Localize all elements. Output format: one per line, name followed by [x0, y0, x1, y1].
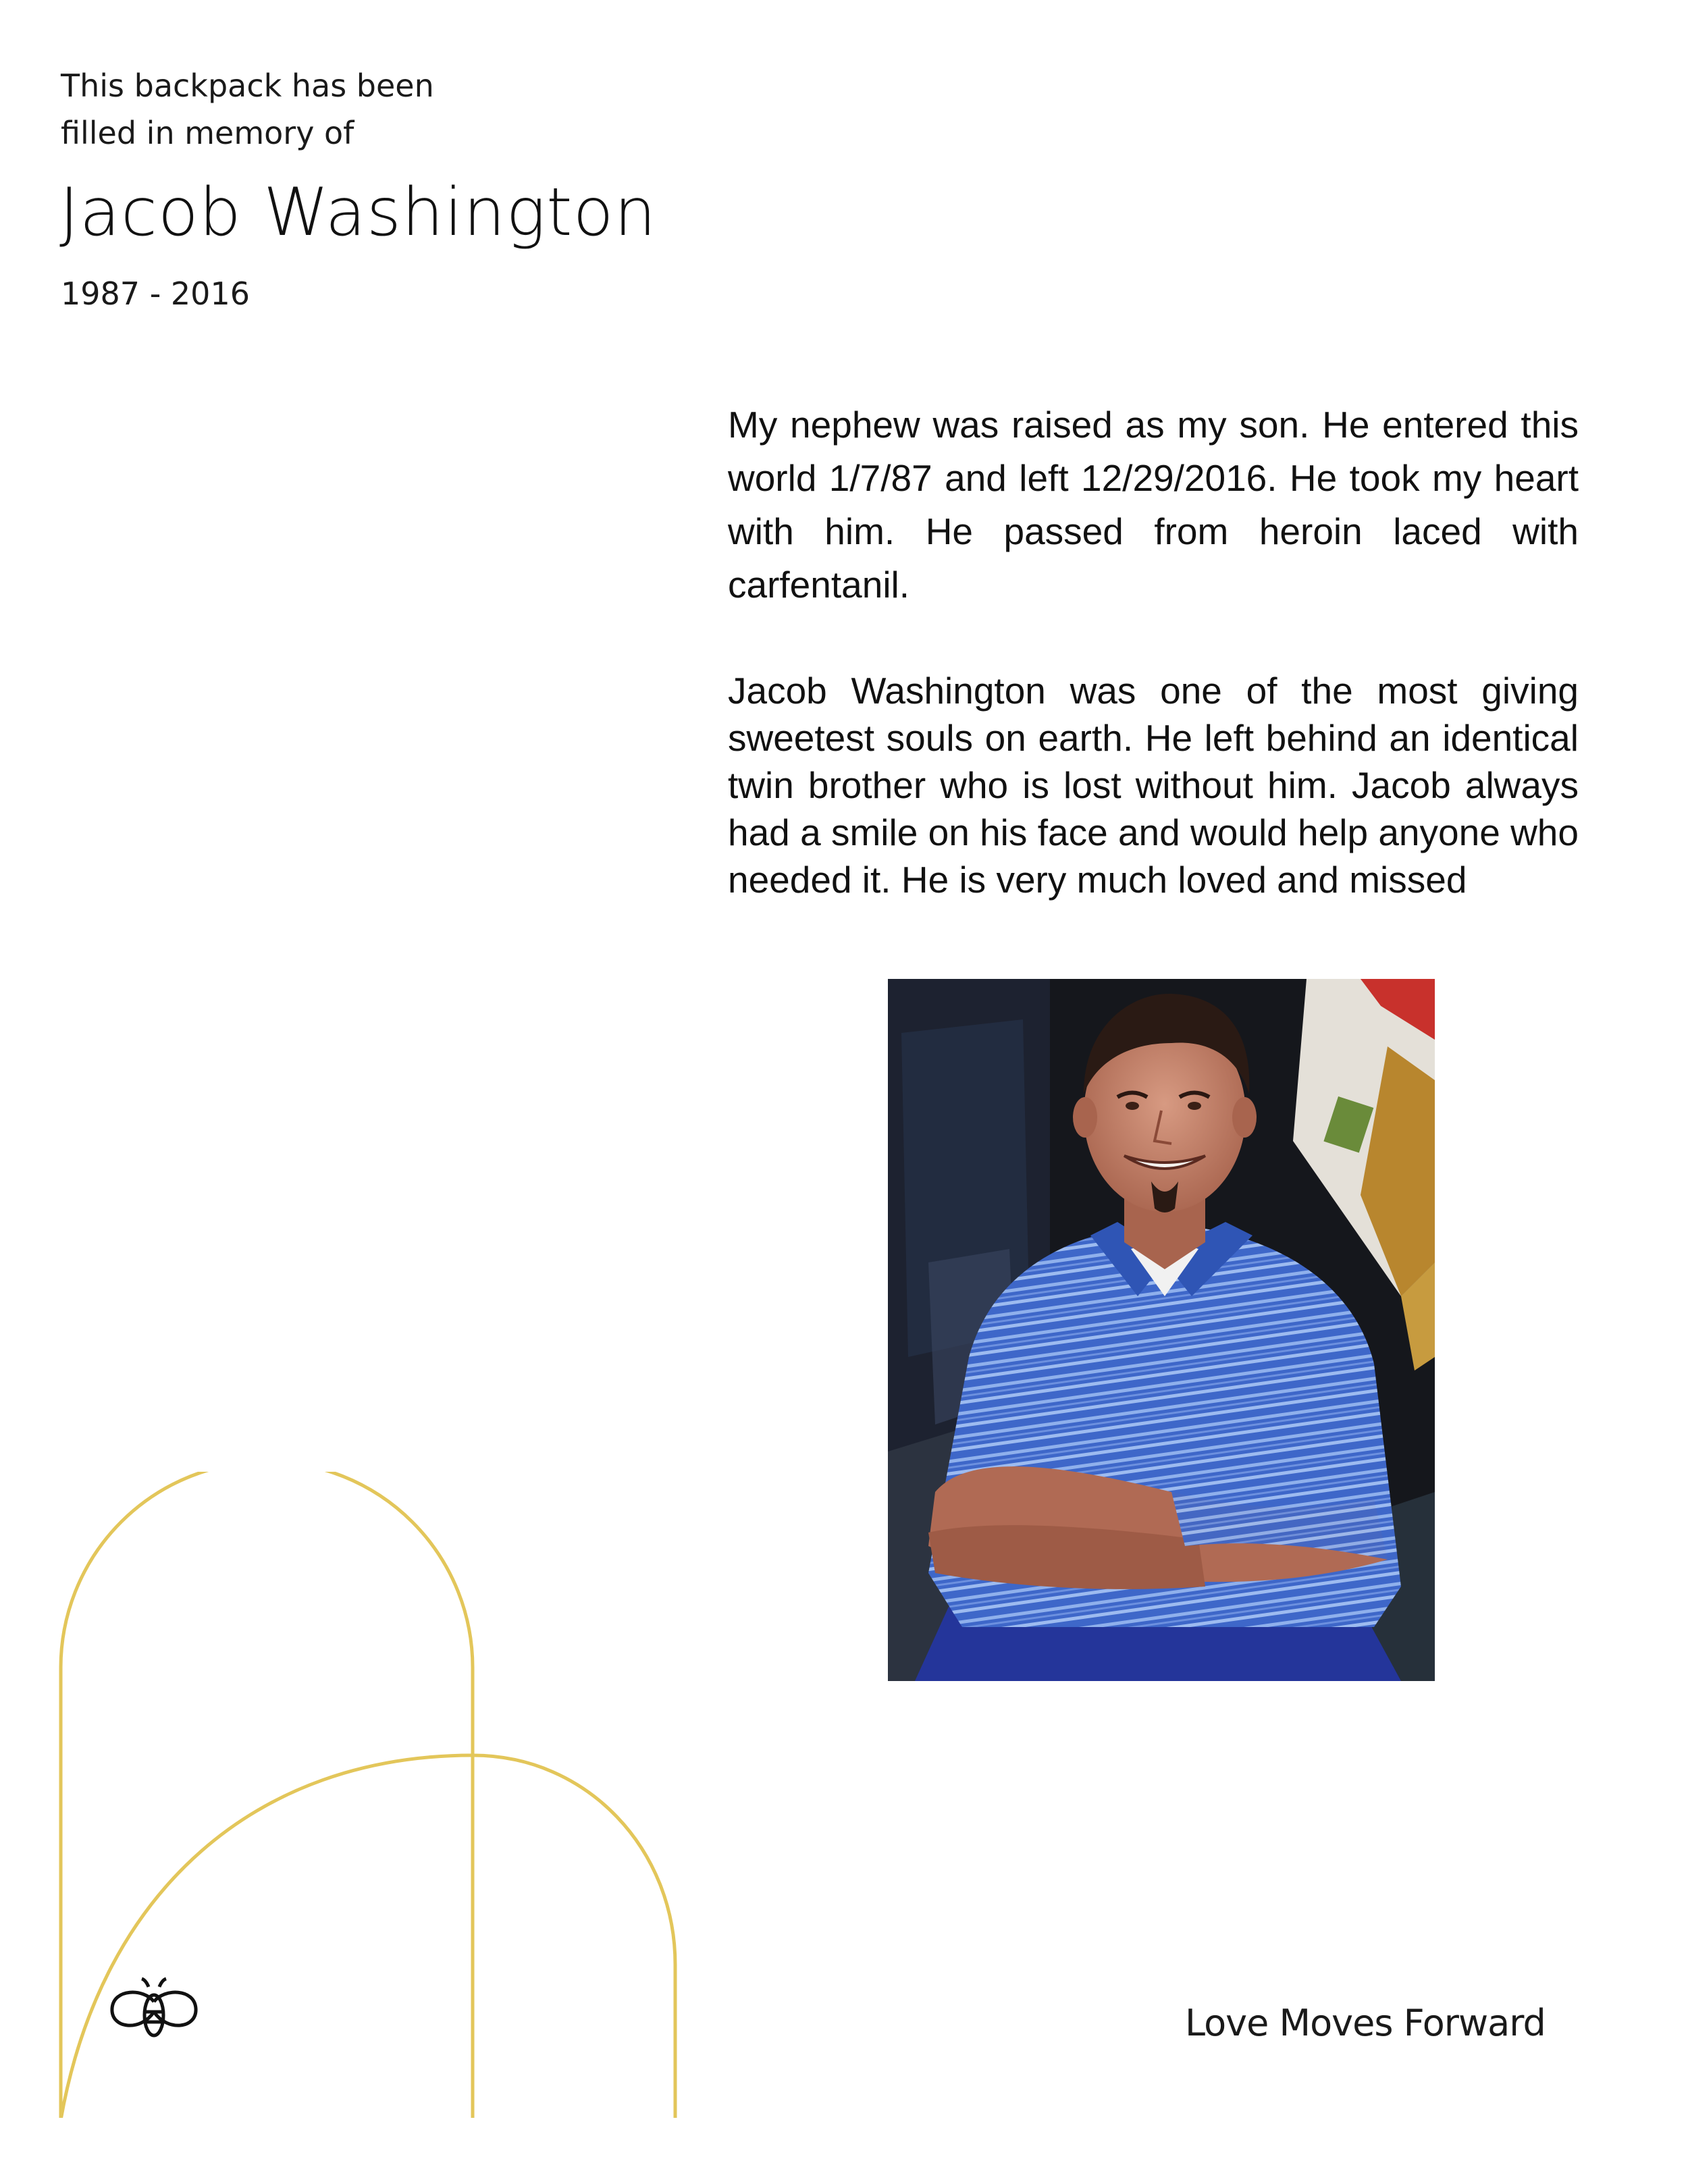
story-paragraph-2: Jacob Washington was one of the most giving sweetest souls on earth. He left behind an identical twin brother who is lost without him. Jacob always had a smile on his face and would help anyone who needed it. He is very much loved and missed [728, 670, 1579, 901]
memorial-photo [888, 979, 1435, 1681]
heart-outline-graphic [0, 1472, 702, 2120]
intro-text [61, 62, 533, 157]
bee-icon [107, 1975, 201, 2042]
story-paragraph-1: My nephew was raised as my son. He entered this world 1/7/87 and left 12/29/2016. He took my heart with him. He passed from heroin laced with carfentanil. [728, 404, 1579, 606]
memorial-name: Jacob Washington [59, 174, 657, 251]
intro-line-1: This backpack has been [61, 68, 434, 104]
intro-line-2: filled in memory of [61, 115, 354, 151]
memorial-years: 1987 - 2016 [61, 275, 250, 312]
tagline: Love Moves Forward [1185, 2002, 1546, 2044]
